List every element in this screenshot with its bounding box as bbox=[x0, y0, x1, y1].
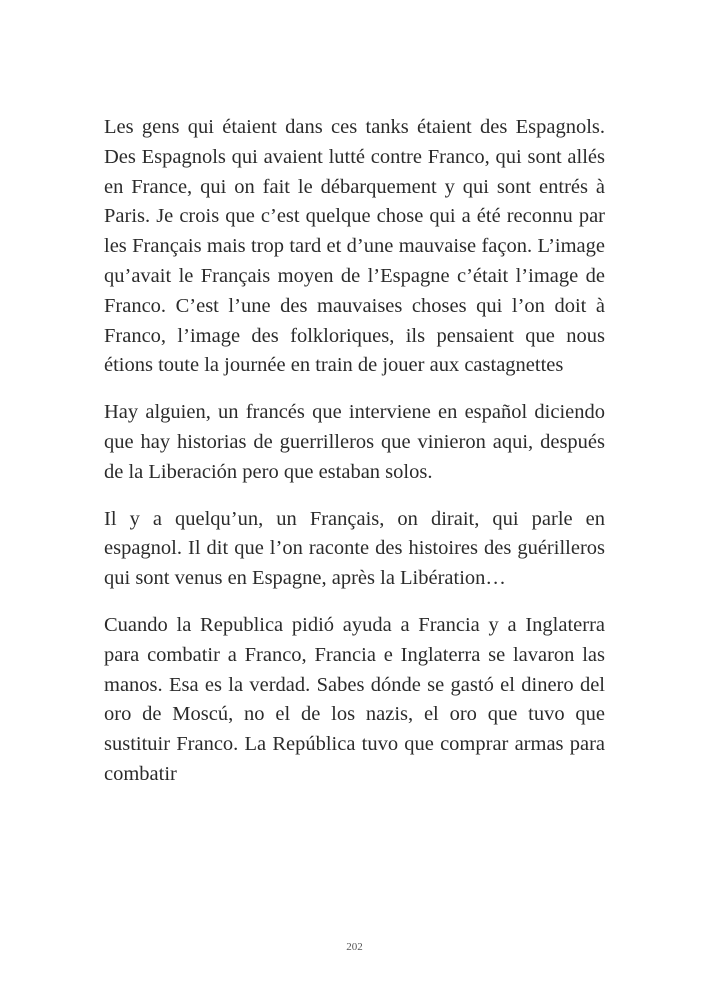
paragraph-3: Il y a quelqu’un, un Français, on dirait, qui parle en espagnol. Il dit que l’on raconte des histoires des guérilleros qui sont venus en Espagne, après la Libération… bbox=[104, 507, 605, 590]
page-body bbox=[104, 113, 605, 807]
paragraph-4: Cuando la Republica pidió ayuda a Francia y a Inglaterra para combatir a Franco, Francia e Inglaterra se lavaron las manos. Esa es la verdad. Sabes dónde se gastó el dinero del oro de Moscú, no el de los nazis, el oro que tuvo que sustituir Franco. La República tuvo que comprar armas para combatir bbox=[104, 613, 605, 785]
paragraph-1: Les gens qui étaient dans ces tanks étaient des Espagnols. Des Espagnols qui avaient lutté contre Franco, qui sont allés en France, qui on fait le débarquement y qui sont entrés à Paris. Je crois que c’est quelque chose qui a été reconnu par les Français mais trop tard et d’une mauvaise façon. L’image qu’avait le Français moyen de l’Espagne c’était l’image de Franco. C’est l’une des mauvaises choses qui l’on doit à Franco, l’image des folkloriques, ils pensaient que nous étions toute la journée en train de jouer aux castagnettes bbox=[104, 116, 605, 377]
paragraph-2: Hay alguien, un francés que interviene en español diciendo que hay historias de guerrilleros que vinieron aqui, después de la Liberación pero que estaban solos. bbox=[104, 401, 605, 483]
page-number: 202 bbox=[346, 941, 363, 953]
